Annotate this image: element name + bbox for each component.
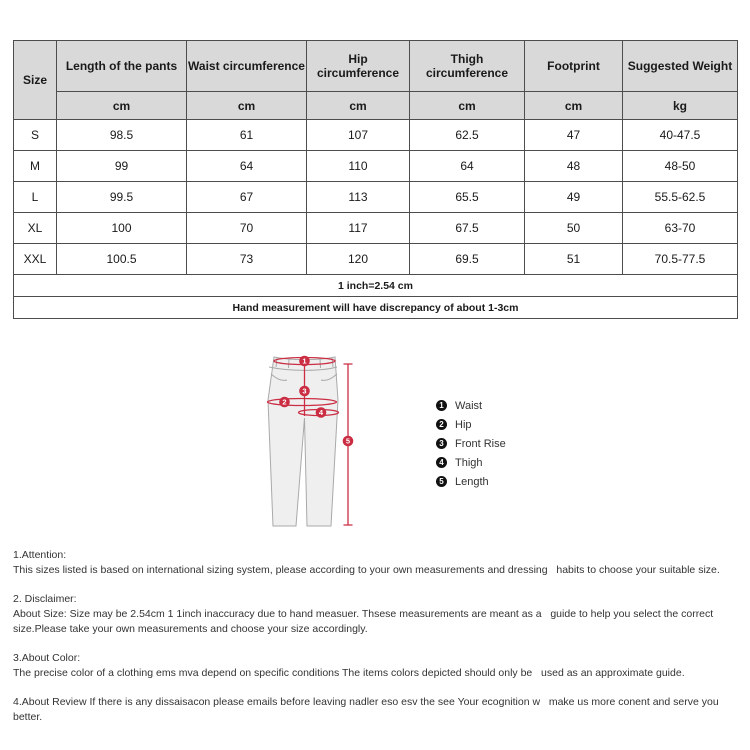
column-header-waist: Waist circumference bbox=[187, 41, 307, 92]
table-row bbox=[14, 151, 738, 182]
cell-hip: 107 bbox=[307, 120, 410, 151]
cell-hip: 110 bbox=[307, 151, 410, 182]
measurement-note: Hand measurement will have discrepancy of about 1-3cm bbox=[14, 297, 738, 319]
cell-size: XXL bbox=[14, 244, 57, 275]
column-header-length: Length of the pants bbox=[57, 41, 187, 92]
legend-label: Hip bbox=[455, 418, 472, 431]
legend-label: Length bbox=[455, 475, 489, 488]
conversion-note-row bbox=[14, 275, 738, 297]
cell-waist: 67 bbox=[187, 182, 307, 213]
cell-length: 99 bbox=[57, 151, 187, 182]
note-about-review bbox=[13, 695, 739, 725]
cell-footprint: 51 bbox=[525, 244, 623, 275]
legend-label: Thigh bbox=[455, 456, 483, 469]
legend-label: Front Rise bbox=[455, 437, 506, 450]
note-title: 1.Attention: bbox=[13, 549, 67, 561]
note-attention bbox=[13, 548, 739, 578]
cell-thigh: 67.5 bbox=[410, 213, 525, 244]
note-body: The precise color of a clothing ems mva depend on specific conditions The items colors depicted should only be used as an approximate guide. bbox=[13, 667, 685, 679]
note-body: About Size: Size may be 2.54cm 1 1inch inaccuracy due to hand measuer. Thsese measurements are meant as a guide to help you select the correct size.Please take your own measurements and choose your size accordingly. bbox=[13, 608, 717, 635]
unit-hip: cm bbox=[307, 92, 410, 120]
cell-hip: 120 bbox=[307, 244, 410, 275]
cell-footprint: 50 bbox=[525, 213, 623, 244]
cell-footprint: 47 bbox=[525, 120, 623, 151]
cell-waist: 61 bbox=[187, 120, 307, 151]
cell-thigh: 65.5 bbox=[410, 182, 525, 213]
column-header-hip: Hip circumference bbox=[307, 41, 410, 92]
cell-weight: 70.5-77.5 bbox=[623, 244, 738, 275]
pants-outline bbox=[268, 357, 338, 526]
unit-footprint: cm bbox=[525, 92, 623, 120]
hip-badge-number: 2 bbox=[282, 397, 287, 407]
note-title: 2. Disclaimer: bbox=[13, 593, 77, 605]
legend-number-icon: 3 bbox=[436, 438, 447, 449]
thigh-badge-number: 4 bbox=[318, 408, 324, 418]
unit-thigh: cm bbox=[410, 92, 525, 120]
unit-length: cm bbox=[57, 92, 187, 120]
cell-thigh: 62.5 bbox=[410, 120, 525, 151]
cell-hip: 113 bbox=[307, 182, 410, 213]
notes-section bbox=[13, 548, 739, 739]
cell-weight: 63-70 bbox=[623, 213, 738, 244]
cell-waist: 70 bbox=[187, 213, 307, 244]
cell-length: 100.5 bbox=[57, 244, 187, 275]
legend-number-icon: 2 bbox=[436, 419, 447, 430]
column-header-weight: Suggested Weight bbox=[623, 41, 738, 92]
cell-hip: 117 bbox=[307, 213, 410, 244]
cell-weight: 48-50 bbox=[623, 151, 738, 182]
legend-number-icon: 5 bbox=[436, 476, 447, 487]
waist-badge-number: 1 bbox=[302, 356, 307, 366]
legend-label: Waist bbox=[455, 399, 483, 412]
units-row bbox=[14, 92, 738, 120]
cell-waist: 73 bbox=[187, 244, 307, 275]
legend-number-icon: 1 bbox=[436, 400, 447, 411]
measurement-note-row bbox=[14, 297, 738, 319]
cell-thigh: 64 bbox=[410, 151, 525, 182]
legend-item-hip bbox=[436, 419, 506, 430]
cell-weight: 40-47.5 bbox=[623, 120, 738, 151]
cell-size: L bbox=[14, 182, 57, 213]
cell-footprint: 49 bbox=[525, 182, 623, 213]
table-row bbox=[14, 244, 738, 275]
column-header-footprint: Footprint bbox=[525, 41, 623, 92]
note-disclaimer bbox=[13, 592, 739, 637]
conversion-note: 1 inch=2.54 cm bbox=[14, 275, 738, 297]
note-about-color bbox=[13, 651, 739, 681]
header-row bbox=[14, 41, 738, 92]
note-title: 3.About Color: bbox=[13, 652, 81, 664]
column-header-thigh: Thigh circumference bbox=[410, 41, 525, 92]
column-header-size: Size bbox=[14, 41, 57, 120]
unit-weight: kg bbox=[623, 92, 738, 120]
note-body: 4.About Review If there is any dissaisacon please emails before leaving nadler eso esv the see Your ecognition w make us more conent and serve you better. bbox=[13, 696, 722, 723]
cell-size: S bbox=[14, 120, 57, 151]
unit-waist: cm bbox=[187, 92, 307, 120]
front-rise-badge-number: 3 bbox=[302, 386, 307, 396]
cell-length: 100 bbox=[57, 213, 187, 244]
cell-length: 98.5 bbox=[57, 120, 187, 151]
cell-weight: 55.5-62.5 bbox=[623, 182, 738, 213]
pants-diagram bbox=[255, 350, 359, 536]
legend-item-front-rise bbox=[436, 438, 506, 449]
legend-number-icon: 4 bbox=[436, 457, 447, 468]
cell-waist: 64 bbox=[187, 151, 307, 182]
size-chart-table bbox=[13, 40, 738, 319]
length-badge-number: 5 bbox=[345, 436, 351, 446]
cell-size: XL bbox=[14, 213, 57, 244]
cell-size: M bbox=[14, 151, 57, 182]
table-row bbox=[14, 182, 738, 213]
legend-item-thigh bbox=[436, 457, 506, 468]
note-body: This sizes listed is based on international sizing system, please according to your own measurements and dressing habits to choose your suitable size. bbox=[13, 564, 720, 576]
measurement-legend bbox=[436, 400, 506, 495]
legend-item-length bbox=[436, 476, 506, 487]
table-row bbox=[14, 213, 738, 244]
legend-item-waist bbox=[436, 400, 506, 411]
cell-length: 99.5 bbox=[57, 182, 187, 213]
table-row bbox=[14, 120, 738, 151]
cell-thigh: 69.5 bbox=[410, 244, 525, 275]
cell-footprint: 48 bbox=[525, 151, 623, 182]
